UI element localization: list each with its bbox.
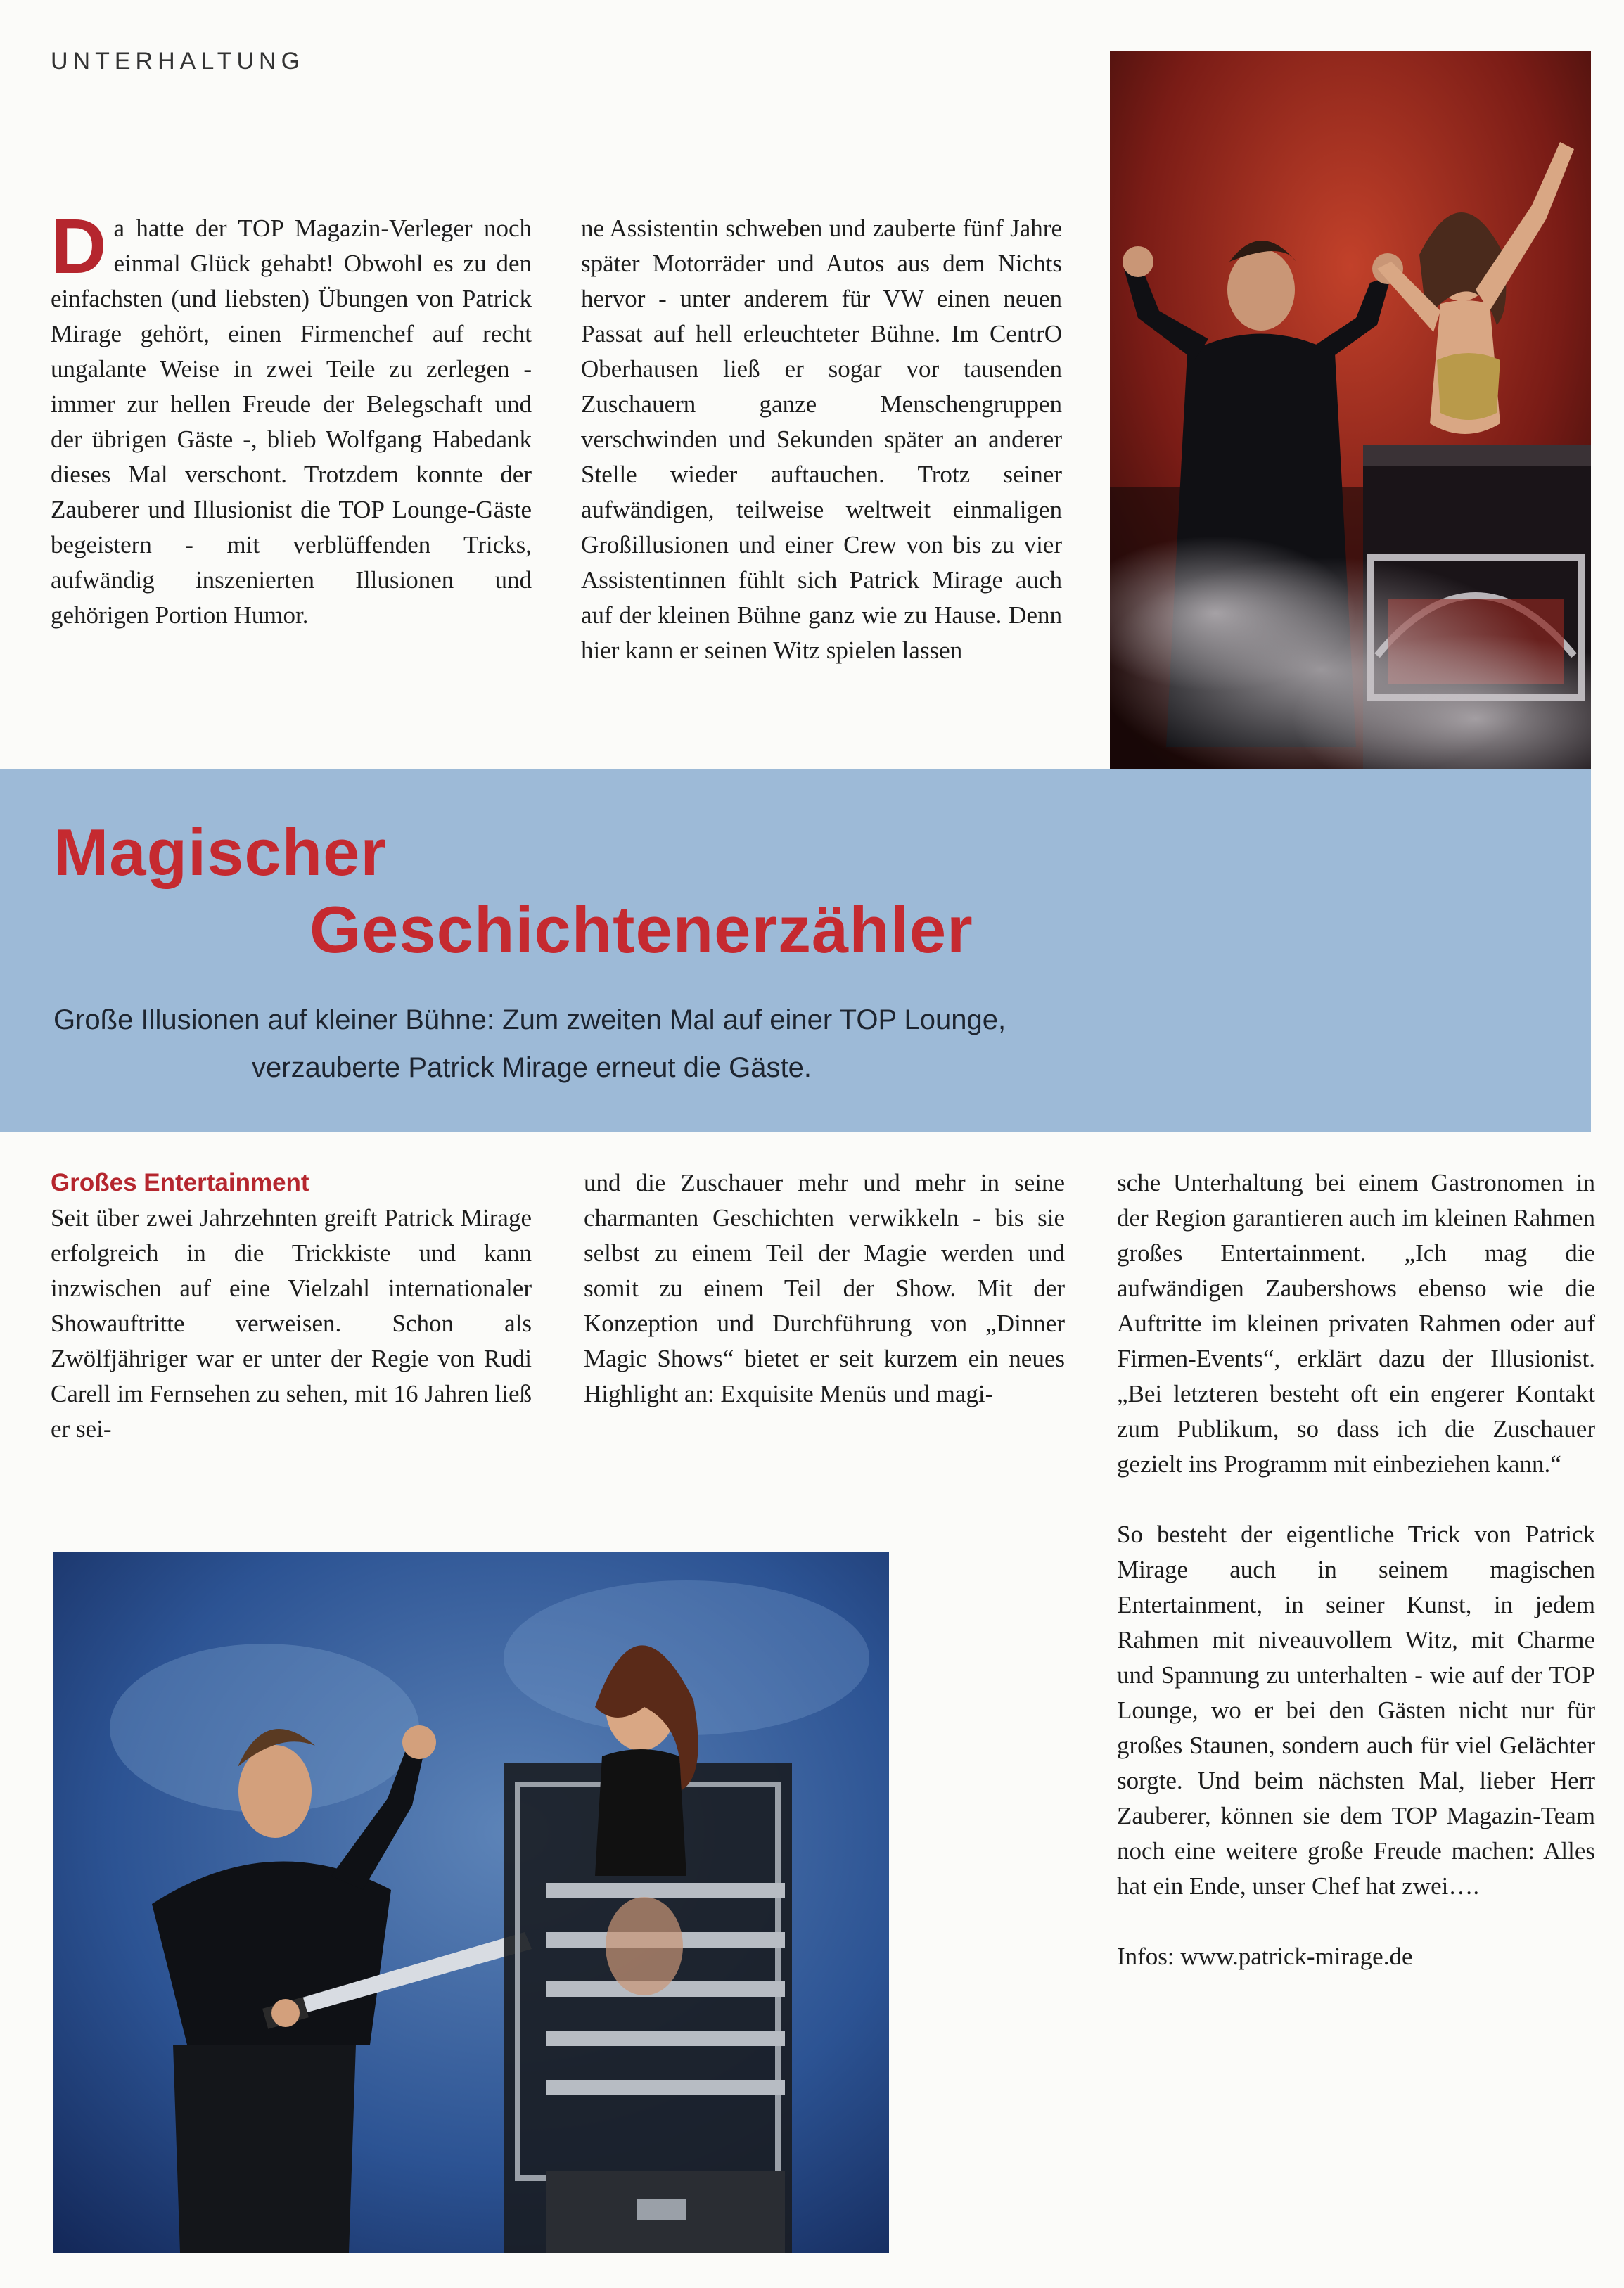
body-text-1: Seit über zwei Jahrzehnten greift Patrick Mirage erfolgreich in die Trickkiste und kann inzwischen auf eine Vielzahl internationaler Showauftritte verweisen. Schon als Zwölfjähriger war er unter der Regie von Rudi Carell im Fernsehen zu sehen, mit 16 Jahren ließ er sei- (51, 1204, 532, 1443)
body-column-1 (51, 1165, 532, 1447)
intro-column-1 (51, 203, 532, 633)
body-text-3c: Infos: www.patrick-mirage.de (1117, 1943, 1413, 1970)
headline-line-2: Geschichtenerzähler (309, 893, 973, 966)
intro-text-1: a hatte der TOP Magazin-Verleger noch einmal Glück gehabt! Obwohl es zu den einfachsten (und liebsten) Übungen von Patrick Mirage gehört, einen Firmenchef auf recht ungalante Weise in zwei Teile zu zerlegen - immer zur hellen Freude der Belegschaft und der übrigen Gäste -, blieb Wolfgang Habedank dieses Mal verschont. Trotzdem konnte der Zauberer und Illusionist die TOP Lounge-Gäste begeistern - mit verblüffenden Tricks, aufwändig inszenierten Illusionen und gehörigen Portion Humor. (51, 215, 532, 629)
headline-line-1: Magischer (53, 815, 387, 889)
body-column-3 (1117, 1165, 1595, 1974)
lead-line-2: verzauberte Patrick Mirage erneut die Gäste. (252, 1052, 812, 1083)
lead-line-1: Große Illusionen auf kleiner Bühne: Zum zweiten Mal auf einer TOP Lounge, (53, 1004, 1006, 1035)
body-text-3b: So besteht der eigentliche Trick von Patrick Mirage auch in seinem magischen Entertainment, in seiner Kunst, in jedem Rahmen mit niveauvollem Witz, mit Charme und Spannung zu unterhalten - wie auf der TOP Lounge, wo er bei den Gästen nicht nur für großes Staunen, sondern auch für viel Gelächter sorgte. Und beim nächsten Mal, lieber Herr Zauberer, können sie dem TOP Magazin-Team noch eine weitere große Freude machen: Alles hat ein Ende, unser Chef hat zwei…. (1117, 1521, 1595, 1900)
section-label: UNTERHALTUNG (51, 48, 305, 75)
photo-magician-blade-box (53, 1552, 889, 2253)
intro-text-2: ne Assistentin schweben und zauberte fünf Jahre später Motorräder und Autos aus dem Nichts hervor - unter anderem für VW einen neuen Passat auf hell erleuchteter Bühne. Im CentrO Oberhausen ließ er sogar vor tausenden Zuschauern ganze Menschengruppen verschwinden und Sekunden später an anderer Stelle wieder auftauchen. Trotz seiner aufwändigen, teilweise weltweit einmaligen Großillusionen und einer Crew von bis zu vier Assistentinnen fühlt sich Patrick Mirage auch auf der kleinen Bühne ganz wie zu Hause. Denn hier kann er seinen Witz spielen lassen (581, 215, 1062, 664)
body-column-2 (584, 1165, 1065, 1412)
subhead: Großes Entertainment (51, 1169, 309, 1196)
body-text-2: und die Zuschauer mehr und mehr in seine charmanten Geschichten verwikkeln - bis sie selbst zu einem Teil der Magie werden und somit zu einem Teil der Show. Mit der Konzeption und Durchführung von „Dinner Magic Shows“ bietet er seit kurzem ein neues Highlight an: Exquisite Menüs und magi- (584, 1169, 1065, 1407)
drop-cap: D (51, 203, 107, 290)
intro-column-2 (581, 211, 1062, 739)
body-text-3a: sche Unterhaltung bei einem Gastronomen in der Region garantieren auch im kleinen Rahmen großes Entertainment. „Ich mag die aufwändigen Zaubershows ebenso wie die Auftritte im kleinen privaten Rahmen oder auf Firmen-Events“, erklärt dazu der Illusionist. „Bei letzteren besteht oft ein engerer Kontakt zum Publikum, so dass ich die Zuschauer gezielt ins Programm mit einbeziehen kann.“ (1117, 1169, 1595, 1478)
photo-magician-assistant-red (1110, 51, 1591, 769)
